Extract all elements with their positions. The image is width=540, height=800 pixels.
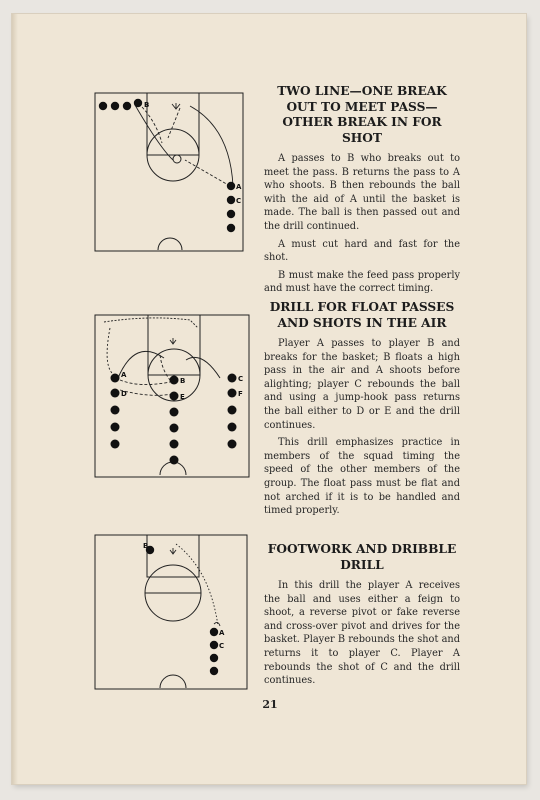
diagram-label-c: C xyxy=(219,642,225,650)
section-float-passes-drill xyxy=(264,300,460,522)
cut-path xyxy=(190,106,233,186)
section-heading: TWO LINE—ONE BREAK OUT TO MEET PASS—OTHER BREAK IN FOR SHOT xyxy=(277,84,447,145)
page-spine-shadow xyxy=(12,14,18,784)
section-heading: DRILL FOR FLOAT PASSES AND SHOTS IN THE AIR xyxy=(269,300,455,330)
dribble-path xyxy=(176,544,218,626)
diagram-label-a: A xyxy=(121,371,127,379)
free-throw-lane xyxy=(147,93,199,155)
paragraph: This drill emphasizes practice in members of the squad timing the speed of the other members of the group. The float pass must be flat and not arched if it is to be handled and timed properly. xyxy=(264,437,460,517)
basket xyxy=(173,155,181,163)
section-two-line-drill xyxy=(264,84,460,300)
free-throw-lane xyxy=(147,535,199,577)
paragraph: A must cut hard and fast for the shot. xyxy=(264,238,460,264)
diagram-label-f: F xyxy=(238,390,243,398)
court-outline xyxy=(95,93,243,251)
diagram-float-passes xyxy=(90,310,254,480)
diagram-label-a: A xyxy=(219,629,225,637)
paragraph: Player A passes to player B and breaks for the basket; B floats a high pass in the air and A shoots before alighting; player C rebounds the ball and using a jump-hook pass returns the ball either to D or E and the drill continues. xyxy=(264,338,460,431)
pass-path xyxy=(135,105,173,160)
diagram-label-b: B xyxy=(144,101,150,109)
paragraph: In this drill the player A receives the ball and uses either a feign to shoot, a reverse pivot or fake reverse and cross-over pivot and drives for the basket. Player B rebounds the shot and returns it to player C. Player A rebounds the shot of C and the drill continues. xyxy=(264,580,460,687)
float-pass-path xyxy=(104,318,198,328)
section-heading: FOOTWORK AND DRIBBLE DRILL xyxy=(267,542,457,572)
paragraph: A passes to B who breaks out to meet the pass. B returns the pass to A who shoots. B then rebounds the ball with the aid of A until the basket is made. The ball is then passed out and the drill continued. xyxy=(264,153,460,232)
diagram-label-d: D xyxy=(121,390,127,398)
court-outline xyxy=(95,535,247,689)
page-number: 21 xyxy=(262,698,278,711)
diagram-label-c: C xyxy=(236,197,242,205)
center-circle xyxy=(160,675,186,688)
section-footwork-dribble-drill xyxy=(264,542,460,692)
diagram-label-b: B xyxy=(143,542,149,550)
free-throw-lane xyxy=(148,315,200,375)
diagram-footwork-dribble xyxy=(90,530,252,692)
paragraph: B must make the feed pass properly and must have the correct timing. xyxy=(264,269,460,295)
diagram-label-b: B xyxy=(180,377,186,385)
diagram-label-e: E xyxy=(180,393,185,401)
diagram-label-a: A xyxy=(236,183,242,191)
diagram-two-line-break-out xyxy=(90,88,252,254)
diagram-label-c: C xyxy=(238,375,244,383)
center-circle xyxy=(158,238,182,250)
